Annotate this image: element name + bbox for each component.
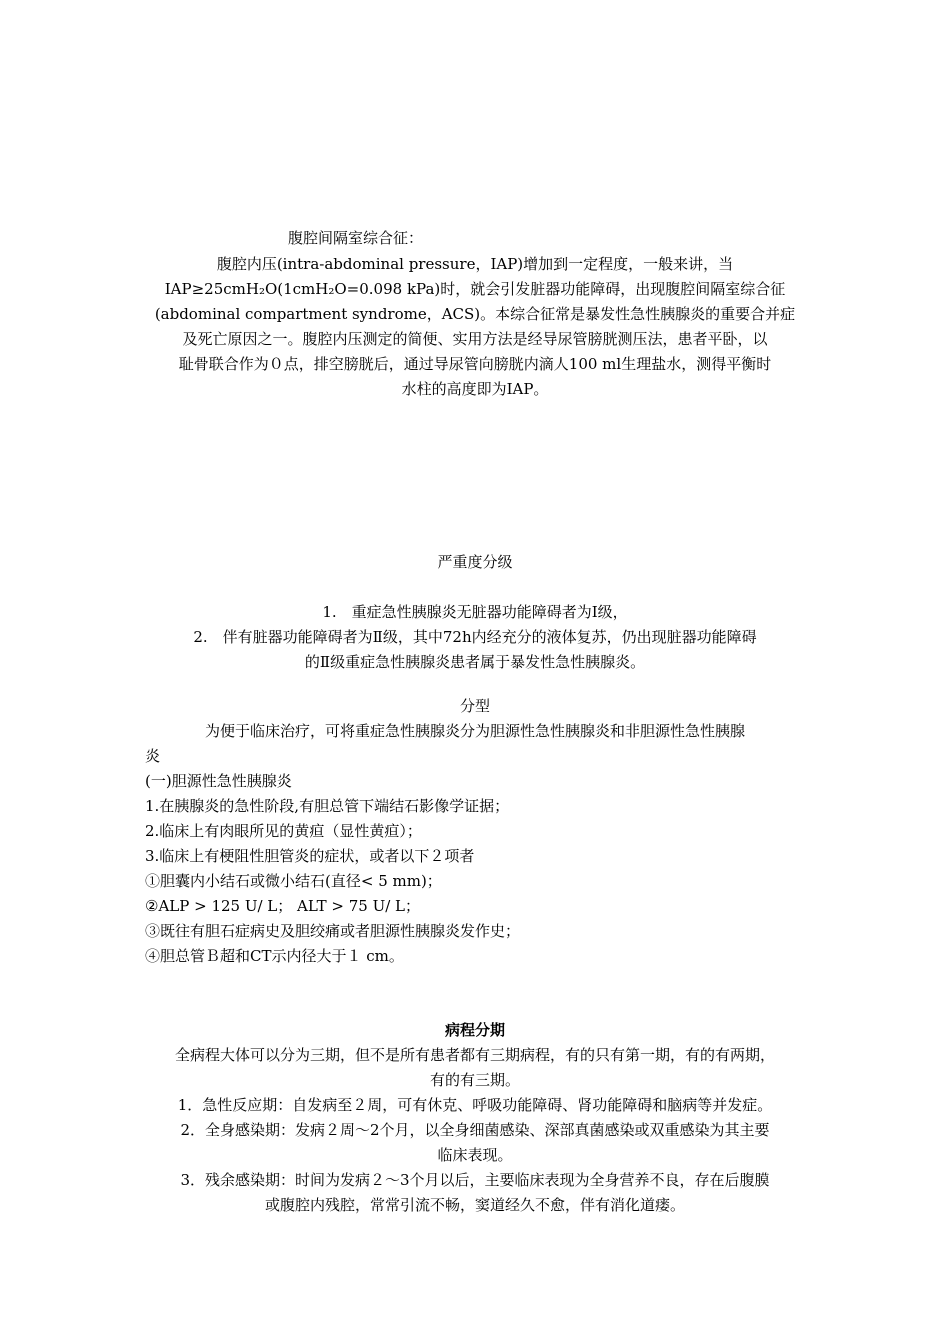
criteria-subitem: ①胆囊内小结石或微小结石(直径< 5 mm)； — [145, 872, 442, 890]
acs-paragraph-line: 水柱的高度即为IAP。 — [401, 380, 549, 398]
acs-heading: 腹腔间隔室综合征： — [288, 229, 424, 247]
criteria-item: 2.临床上有肉眼所见的黄疸（显性黄疸）； — [145, 822, 422, 840]
criteria-item: 1.在胰腺炎的急性阶段,有胆总管下端结石影像学证据； — [145, 797, 510, 815]
criteria-subitem: ②ALP > 125 U/ L； ALT > 75 U/ L； — [145, 897, 420, 915]
acs-paragraph-line: IAP≥25cmH₂O(1cmH₂O=0.098 kPa)时，就会引发脏器功能障碍，出现腹腔间隔室综合征 — [164, 280, 786, 298]
criteria-subitem: ③既往有胆石症病史及胆绞痛或者胆源性胰腺炎发作史； — [145, 922, 521, 940]
stages-heading: 病程分期 — [444, 1021, 505, 1039]
stages-intro-continued: 有的有三期。 — [429, 1071, 520, 1089]
stage-2-continued: 临床表现。 — [437, 1146, 513, 1164]
criteria-item: 3.临床上有梗阻性胆管炎的症状，或者以下２项者 — [145, 847, 475, 865]
types-heading: 分型 — [459, 697, 490, 715]
stages-intro: 全病程大体可以分为三期，但不是所有患者都有三期病程，有的只有第一期，有的有两期， — [174, 1046, 775, 1064]
severity-item-2: 2. 伴有脏器功能障碍者为Ⅱ级，其中72h内经充分的液体复苏，仍出现脏器功能障碍 — [193, 628, 757, 646]
acs-paragraph-line: 及死亡原因之一。腹腔内压测定的简便、实用方法是经导尿管膀胱测压法，患者平卧，以 — [182, 330, 768, 348]
acs-paragraph-line: 腹腔内压(intra-abdominal pressure，IAP)增加到一定程度，一般来讲，当 — [216, 255, 734, 273]
severity-heading: 严重度分级 — [437, 553, 513, 571]
severity-item-1: 1. 重症急性胰腺炎无脏器功能障碍者为Ⅰ级， — [322, 603, 628, 621]
acs-paragraph-line: 耻骨联合作为０点，排空膀胱后，通过导尿管向膀胱内滴人100 ml生理盐水，测得平衡时 — [178, 355, 772, 373]
stage-1: 1．急性反应期：自发病至２周，可有休克、呼吸功能障碍、肾功能障碍和脑病等并发症。 — [177, 1096, 773, 1114]
severity-item-2-continued: 的Ⅱ级重症急性胰腺炎患者属于暴发性急性胰腺炎。 — [304, 653, 646, 671]
stage-3-continued: 或腹腔内残腔，常常引流不畅，窦道经久不愈，伴有消化道瘘。 — [264, 1196, 685, 1214]
stage-3: 3．残余感染期：时间为发病２～3个月以后，主要临床表现为全身营养不良，存在后腹膜 — [180, 1171, 770, 1189]
criteria-subitem: ④胆总管Ｂ超和CT示内径大于１ cm。 — [145, 947, 404, 965]
stage-2: 2．全身感染期：发病２周～2个月，以全身细菌感染、深部真菌感染或双重感染为其主要 — [180, 1121, 770, 1139]
types-intro-continued: 炎 — [145, 747, 161, 765]
biliary-subheading: (一)胆源性急性胰腺炎 — [145, 772, 292, 790]
types-intro: 为便于临床治疗，可将重症急性胰腺炎分为胆源性急性胰腺炎和非胆源性急性胰腺 — [205, 722, 746, 740]
acs-paragraph-line: (abdominal compartment syndrome，ACS)。本综合征常是暴发性急性胰腺炎的重要合并症 — [154, 305, 796, 323]
